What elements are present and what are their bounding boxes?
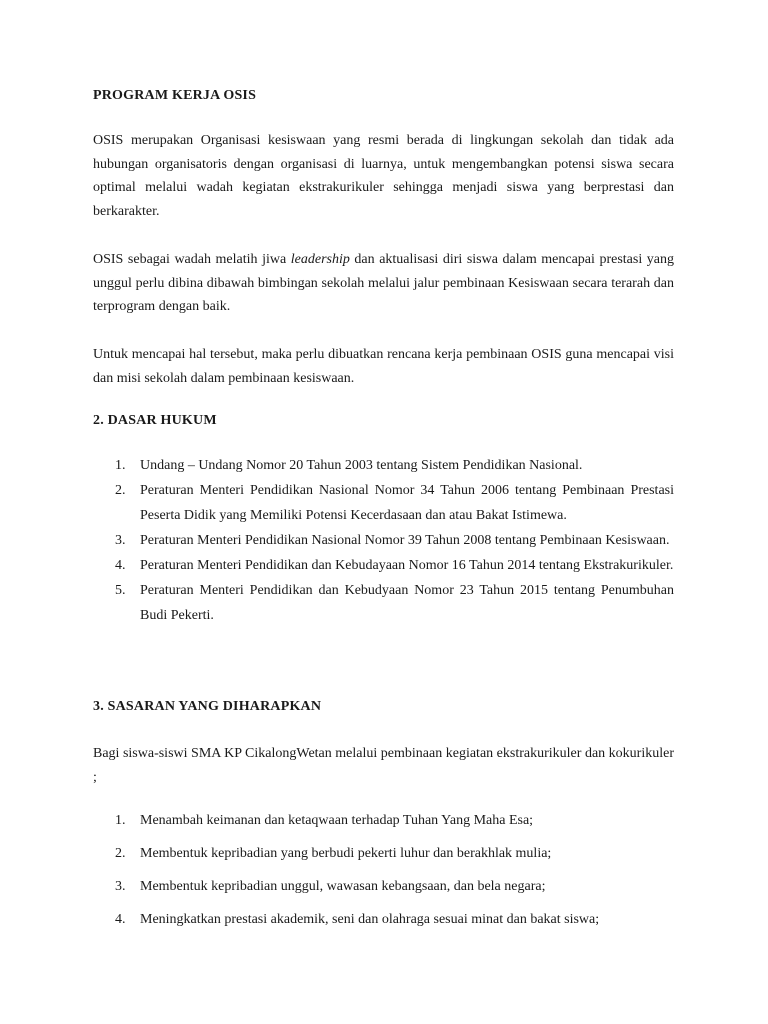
sasaran-item-number: 1. xyxy=(115,813,126,828)
dasar-hukum-item xyxy=(93,453,674,478)
dasar-hukum-item-number: 4. xyxy=(115,558,126,573)
sasaran-item xyxy=(93,808,674,833)
sasaran-item-text: Meningkatkan prestasi akademik, seni dan olahraga sesuai minat dan bakat siswa; xyxy=(140,912,600,927)
sasaran-item-number: 2. xyxy=(115,846,126,861)
dasar-hukum-item-number: 3. xyxy=(115,533,126,548)
intro-paragraph-2-end: dan aktualisasi diri siswa dalam mencapai prestasi yang unggul perlu dibina dibawah bimbingan sekolah melalui jalur pembinaan Kesiswaan secara terarah dan terprogram dengan baik. xyxy=(93,252,675,314)
sasaran-list xyxy=(93,808,674,940)
section-heading-dasar-hukum: 2. DASAR HUKUM xyxy=(93,413,217,428)
intro-paragraph-2 xyxy=(93,248,674,319)
sasaran-item-number: 3. xyxy=(115,879,126,894)
intro-paragraph-3: Untuk mencapai hal tersebut, maka perlu dibuatkan rencana kerja pembinaan OSIS guna mencapai visi dan misi sekolah dalam pembinaan kesiswaan. xyxy=(93,347,674,386)
page-title: PROGRAM KERJA OSIS xyxy=(93,88,257,103)
dasar-hukum-item-text: Peraturan Menteri Pendidikan Nasional Nomor 34 Tahun 2006 tentang Pembinaan Prestasi Peserta Didik yang Memiliki Potensi Kecerdasaan dan atau Bakat Istimewa. xyxy=(140,483,674,523)
dasar-hukum-item-text: Undang – Undang Nomor 20 Tahun 2003 tentang Sistem Pendidikan Nasional. xyxy=(140,458,583,473)
dasar-hukum-item-text: Peraturan Menteri Pendidikan dan Kebudyaan Nomor 23 Tahun 2015 tentang Penumbuhan Budi Pekerti. xyxy=(140,583,674,623)
dasar-hukum-item-number: 5. xyxy=(115,583,126,598)
dasar-hukum-item xyxy=(93,553,674,578)
intro-paragraph-1: OSIS merupakan Organisasi kesiswaan yang resmi berada di lingkungan sekolah dan tidak ada hubungan organisatoris dengan organisasi di luarnya, untuk mengembangkan potensi siswa secara optimal melalui wadah kegiatan ekstrakurikuler sehingga menjadi siswa yang berprestasi dan berkarakter. xyxy=(93,133,674,219)
sasaran-item-text: Membentuk kepribadian unggul, wawasan kebangsaan, dan bela negara; xyxy=(140,879,546,894)
dasar-hukum-item-text: Peraturan Menteri Pendidikan Nasional Nomor 39 Tahun 2008 tentang Pembinaan Kesiswaan. xyxy=(140,533,670,548)
dasar-hukum-item xyxy=(93,478,674,528)
dasar-hukum-item-text: Peraturan Menteri Pendidikan dan Kebudayaan Nomor 16 Tahun 2014 tentang Ekstrakurikuler. xyxy=(140,558,674,573)
leadership-italic: leadership xyxy=(290,252,350,267)
sasaran-item xyxy=(93,907,674,932)
sasaran-item-text: Membentuk kepribadian yang berbudi pekerti luhur dan berakhlak mulia; xyxy=(140,846,552,861)
sasaran-item-number: 4. xyxy=(115,912,126,927)
dasar-hukum-item-number: 1. xyxy=(115,458,126,473)
intro-paragraph-2-start: OSIS sebagai wadah melatih jiwa xyxy=(93,252,291,267)
sasaran-item xyxy=(93,841,674,866)
dasar-hukum-item xyxy=(93,528,674,553)
sasaran-intro-paragraph: Bagi siswa-siswi SMA KP CikalongWetan melalui pembinaan kegiatan ekstrakurikuler dan kokurikuler ; xyxy=(93,746,674,785)
sasaran-item-text: Menambah keimanan dan ketaqwaan terhadap Tuhan Yang Maha Esa; xyxy=(140,813,534,828)
section-heading-sasaran: 3. SASARAN YANG DIHARAPKAN xyxy=(93,699,322,714)
dasar-hukum-list xyxy=(93,453,674,628)
dasar-hukum-item xyxy=(93,578,674,628)
dasar-hukum-item-number: 2. xyxy=(115,483,126,498)
sasaran-item xyxy=(93,874,674,899)
